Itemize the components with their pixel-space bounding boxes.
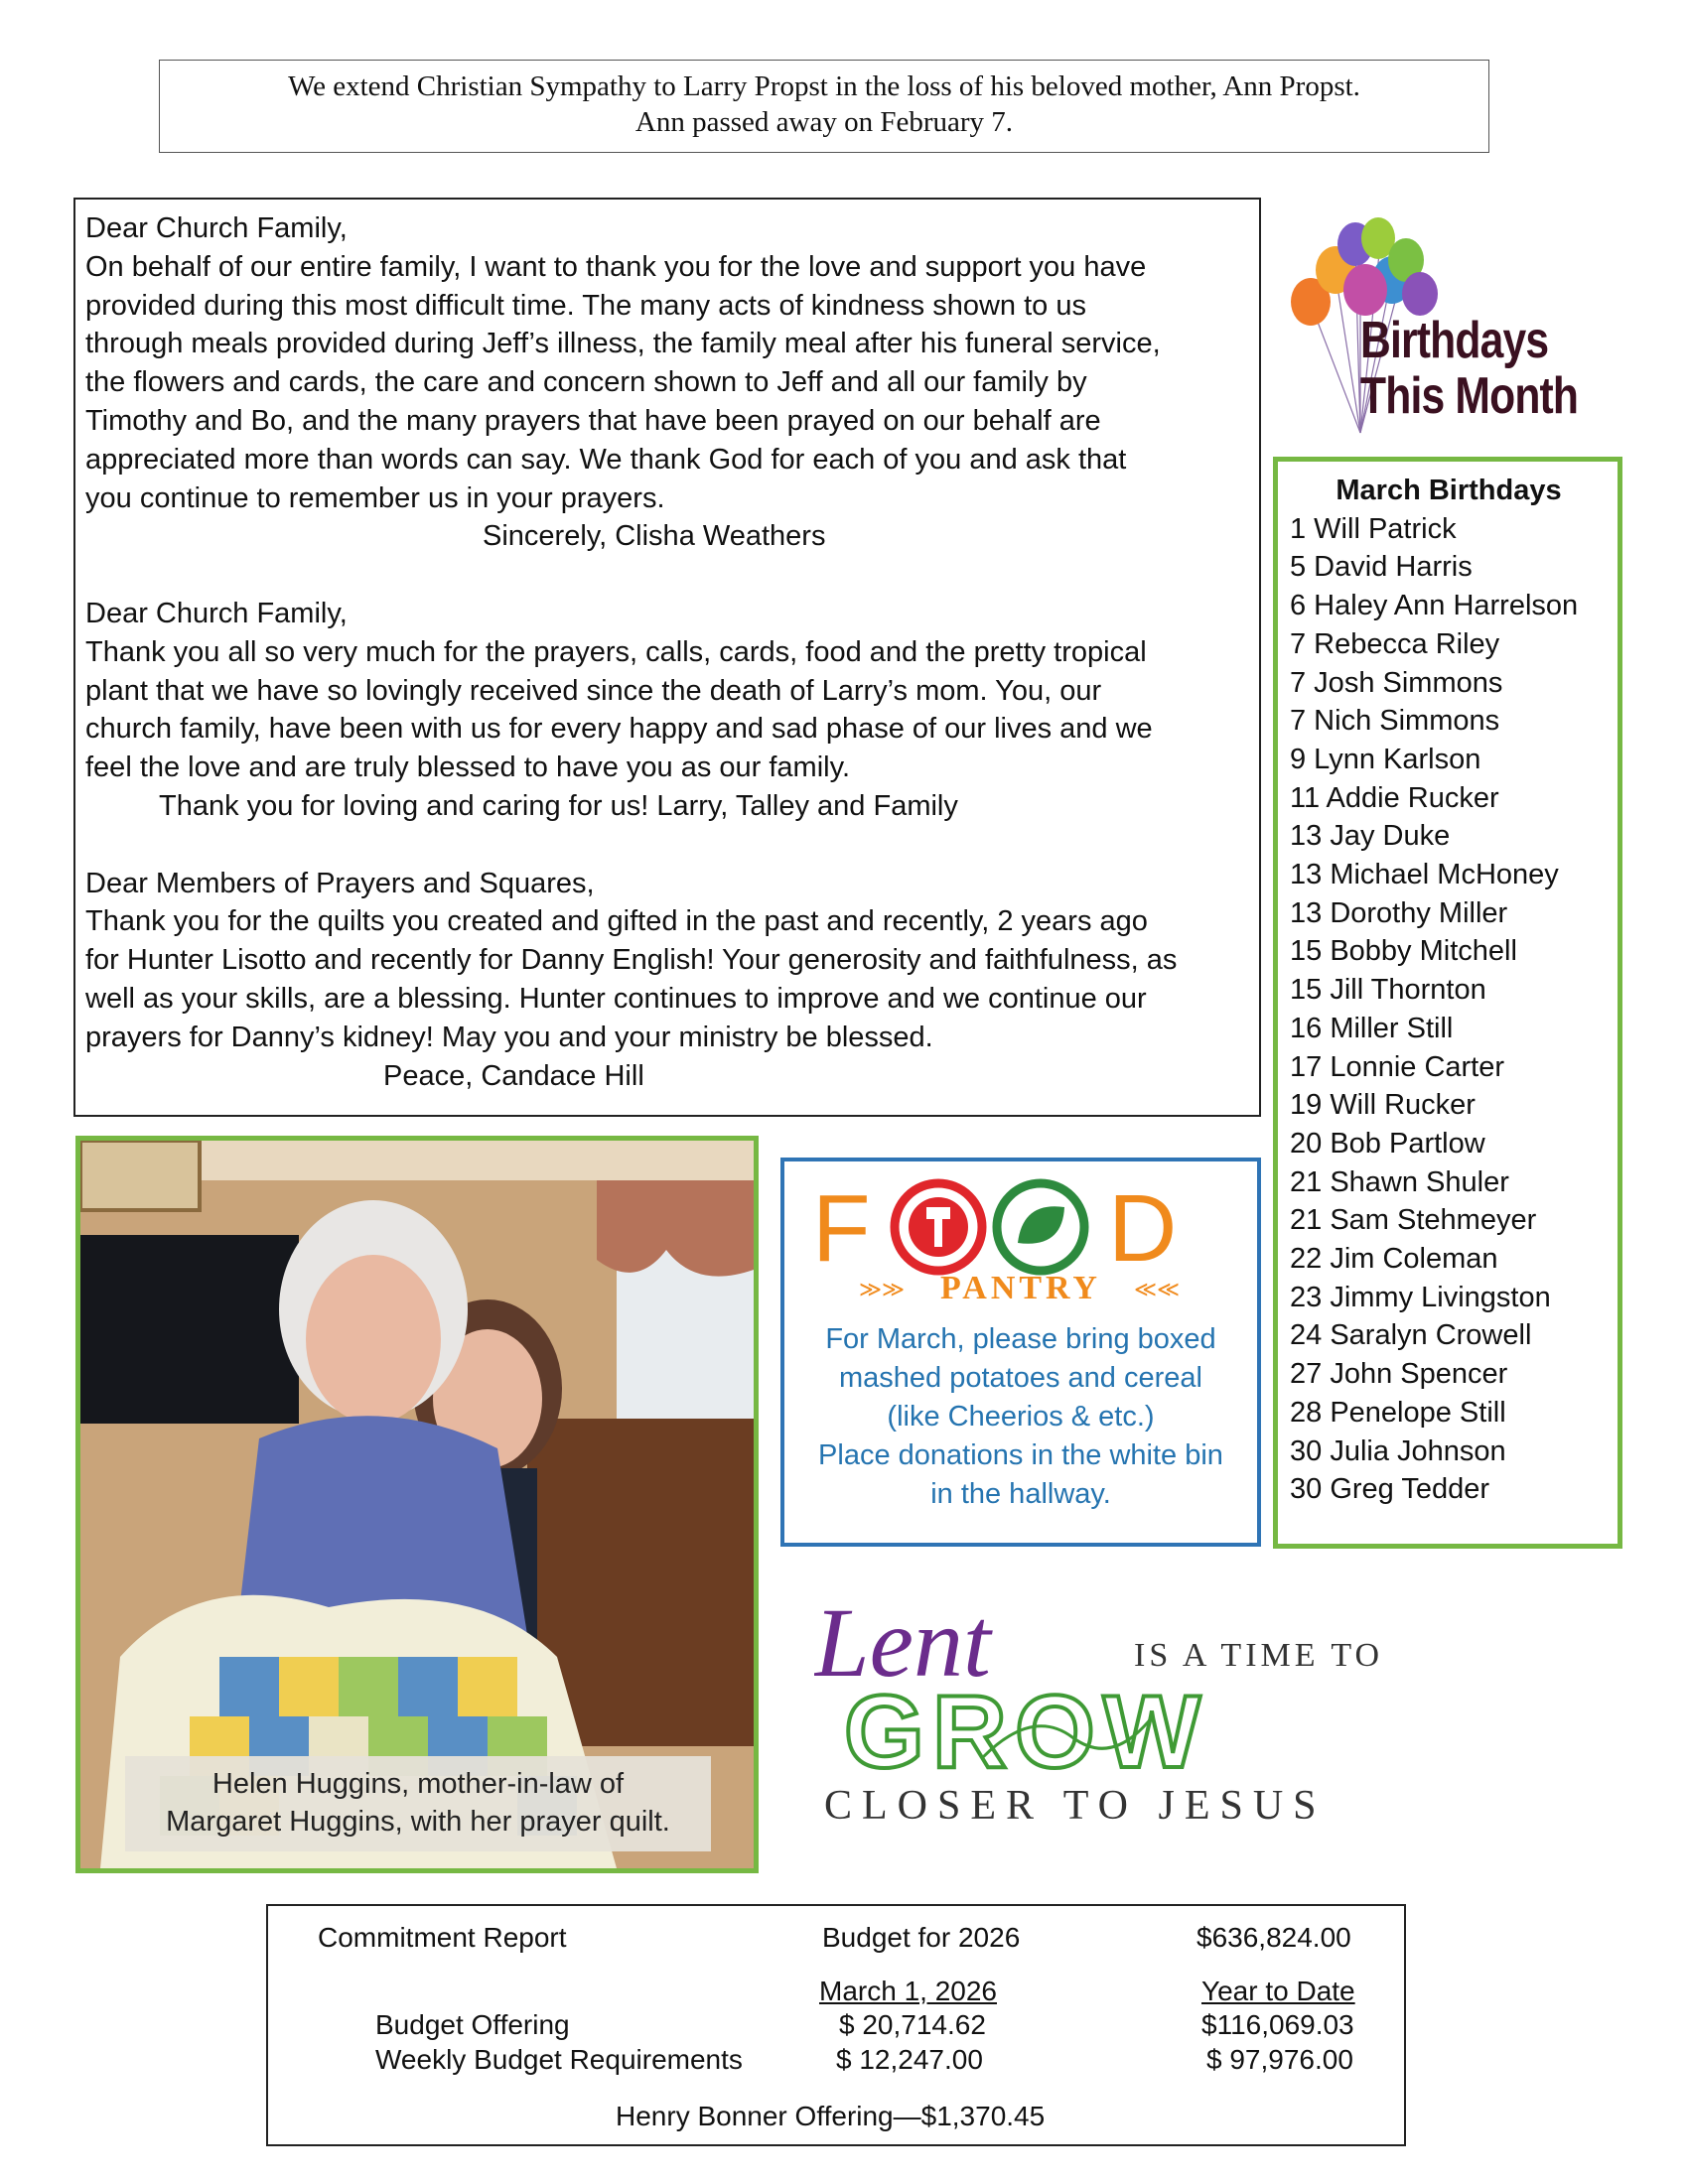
letter-3-line: prayers for Danny’s kidney! May you and your ministry be blessed. <box>85 1021 933 1053</box>
birthdays-title-line-1: Birthdays <box>1360 312 1549 369</box>
letter-2-line: church family, have been with us for every happy and sad phase of our lives and we <box>85 713 1153 746</box>
food-pantry-notice <box>780 1158 1261 1547</box>
birthday-entry: 19 Will Rucker <box>1290 1089 1476 1122</box>
logo-letter-d: D <box>1108 1175 1178 1282</box>
letter-1-line: provided during this most difficult time. The many acts of kindness shown to us <box>85 289 1086 322</box>
letter-3-line: Thank you for the quilts you created and gifted in the past and recently, 2 years ago <box>85 905 1148 938</box>
birthday-entry: 28 Penelope Still <box>1290 1396 1506 1429</box>
birthday-entry: 15 Bobby Mitchell <box>1290 935 1517 968</box>
pantry-line: Place donations in the white bin <box>818 1439 1223 1471</box>
letter-3-line: well as your skills, are a blessing. Hunter continues to improve and we continue our <box>85 982 1147 1015</box>
column-date: March 1, 2026 <box>819 1976 997 2006</box>
letter-1-line: Timothy and Bo, and the many prayers that have been prayed on our behalf are <box>85 404 1101 437</box>
thank-you-letters <box>73 198 1261 1117</box>
letter-3-signature: Peace, Candace Hill <box>383 1059 644 1092</box>
pantry-message <box>784 1320 1257 1514</box>
row-2-label: Weekly Budget Requirements <box>375 2044 743 2075</box>
svg-text:≫≫: ≫≫ <box>859 1277 906 1301</box>
lent-graphic <box>814 1588 1529 1827</box>
birthday-entry: 21 Shawn Shuler <box>1290 1165 1509 1198</box>
letter-3-line: for Hunter Lisotto and recently for Danny English! Your generosity and faithfulness, as <box>85 944 1178 977</box>
pantry-line: For March, please bring boxed <box>825 1323 1216 1355</box>
row-1-label: Budget Offering <box>375 2009 570 2040</box>
sympathy-notice <box>159 60 1489 153</box>
photo-caption <box>125 1756 711 1851</box>
birthday-entry: 13 Michael McHoney <box>1290 859 1559 891</box>
birthday-entry: 13 Jay Duke <box>1290 820 1451 853</box>
letter-2-line: feel the love and are truly blessed to have you as our family. <box>85 751 851 784</box>
birthday-entry: 21 Sam Stehmeyer <box>1290 1204 1537 1237</box>
commitment-report <box>266 1904 1406 2146</box>
logo-letter-f: F <box>812 1175 871 1282</box>
prayer-quilt-photo <box>75 1136 759 1873</box>
row-2-date: $ 12,247.00 <box>836 2044 983 2075</box>
birthday-entry: 17 Lonnie Carter <box>1290 1050 1505 1083</box>
birthdays-title <box>1360 312 1579 425</box>
row-2-ytd: $ 97,976.00 <box>1206 2044 1353 2075</box>
special-offering: Henry Bonner Offering—$1,370.45 <box>616 2101 1046 2131</box>
sympathy-line-1: We extend Christian Sympathy to Larry Propst in the loss of his beloved mother, Ann Propst. <box>288 70 1360 102</box>
letter-2-line: Thank you all so very much for the prayers, calls, cards, food and the pretty tropical <box>85 635 1147 668</box>
caption-line-1: Helen Huggins, mother-in-law of <box>211 1768 625 1800</box>
budget-label: Budget for 2026 <box>822 1922 1021 1953</box>
row-1-ytd: $116,069.03 <box>1201 2009 1354 2040</box>
svg-text:≪≪: ≪≪ <box>1134 1277 1181 1301</box>
birthday-list-heading: March Birthdays <box>1336 475 1562 506</box>
birthdays-title-line-2: This Month <box>1360 367 1579 425</box>
birthday-entry: 27 John Spencer <box>1290 1358 1508 1391</box>
column-ytd: Year to Date <box>1201 1976 1355 2006</box>
birthday-list <box>1273 457 1622 1549</box>
birthday-entry: 11 Addie Rucker <box>1290 781 1499 814</box>
lent-tagline-1: IS A TIME TO <box>1134 1637 1384 1674</box>
birthday-entry: 16 Miller Still <box>1290 1012 1454 1044</box>
pantry-word: PANTRY <box>940 1270 1101 1306</box>
pantry-line: (like Cheerios & etc.) <box>887 1401 1155 1433</box>
birthday-entry: 9 Lynn Karlson <box>1290 743 1481 775</box>
budget-value: $636,824.00 <box>1196 1922 1351 1953</box>
letter-2-line: plant that we have so lovingly received since the death of Larry’s mom. You, our <box>85 674 1102 707</box>
letter-3-greeting: Dear Members of Prayers and Squares, <box>85 867 595 899</box>
birthday-entry: 24 Saralyn Crowell <box>1290 1319 1532 1352</box>
letter-2-signature: Thank you for loving and caring for us! Larry, Talley and Family <box>159 789 958 822</box>
letter-1-line: appreciated more than words can say. We thank God for each of you and ask that <box>85 443 1127 476</box>
birthday-entry: 20 Bob Partlow <box>1290 1127 1485 1160</box>
sympathy-line-2: Ann passed away on February 7. <box>634 106 1014 138</box>
lent-word: Lent <box>814 1588 991 1698</box>
lent-tagline-3: CLOSER TO JESUS <box>824 1783 1327 1827</box>
birthday-entry: 30 Greg Tedder <box>1290 1473 1489 1506</box>
letter-1-line: you continue to remember us in your prayers. <box>85 481 665 514</box>
birthday-entry: 30 Julia Johnson <box>1290 1434 1506 1467</box>
birthday-entry: 7 Rebecca Riley <box>1290 627 1500 660</box>
food-pantry-logo <box>784 1161 1257 1310</box>
letter-1-signature: Sincerely, Clisha Weathers <box>483 520 826 553</box>
birthday-entry: 13 Dorothy Miller <box>1290 896 1508 929</box>
pantry-line: mashed potatoes and cereal <box>839 1362 1202 1394</box>
letter-2-greeting: Dear Church Family, <box>85 597 348 629</box>
birthday-entry: 5 David Harris <box>1290 551 1473 584</box>
birthday-entry: 23 Jimmy Livingston <box>1290 1281 1551 1313</box>
report-title: Commitment Report <box>318 1922 567 1953</box>
birthday-entry: 22 Jim Coleman <box>1290 1243 1498 1276</box>
birthday-entry: 7 Josh Simmons <box>1290 666 1503 699</box>
birthday-entry: 6 Haley Ann Harrelson <box>1290 590 1579 622</box>
lent-grow: GROW <box>844 1675 1209 1790</box>
letter-1-line: through meals provided during Jeff’s illness, the family meal after his funeral service, <box>85 328 1161 360</box>
caption-line-2: Margaret Huggins, with her prayer quilt. <box>166 1806 670 1838</box>
birthday-entry: 1 Will Patrick <box>1290 512 1457 545</box>
letter-1-line: On behalf of our entire family, I want to thank you for the love and support you have <box>85 250 1147 283</box>
pantry-line: in the hallway. <box>930 1478 1111 1510</box>
letter-1-line: the flowers and cards, the care and concern shown to Jeff and all our family by <box>85 366 1087 399</box>
birthday-entry: 7 Nich Simmons <box>1290 705 1500 738</box>
letter-1-greeting: Dear Church Family, <box>85 212 348 244</box>
birthday-entry: 15 Jill Thornton <box>1290 974 1486 1007</box>
row-1-date: $ 20,714.62 <box>839 2009 986 2040</box>
